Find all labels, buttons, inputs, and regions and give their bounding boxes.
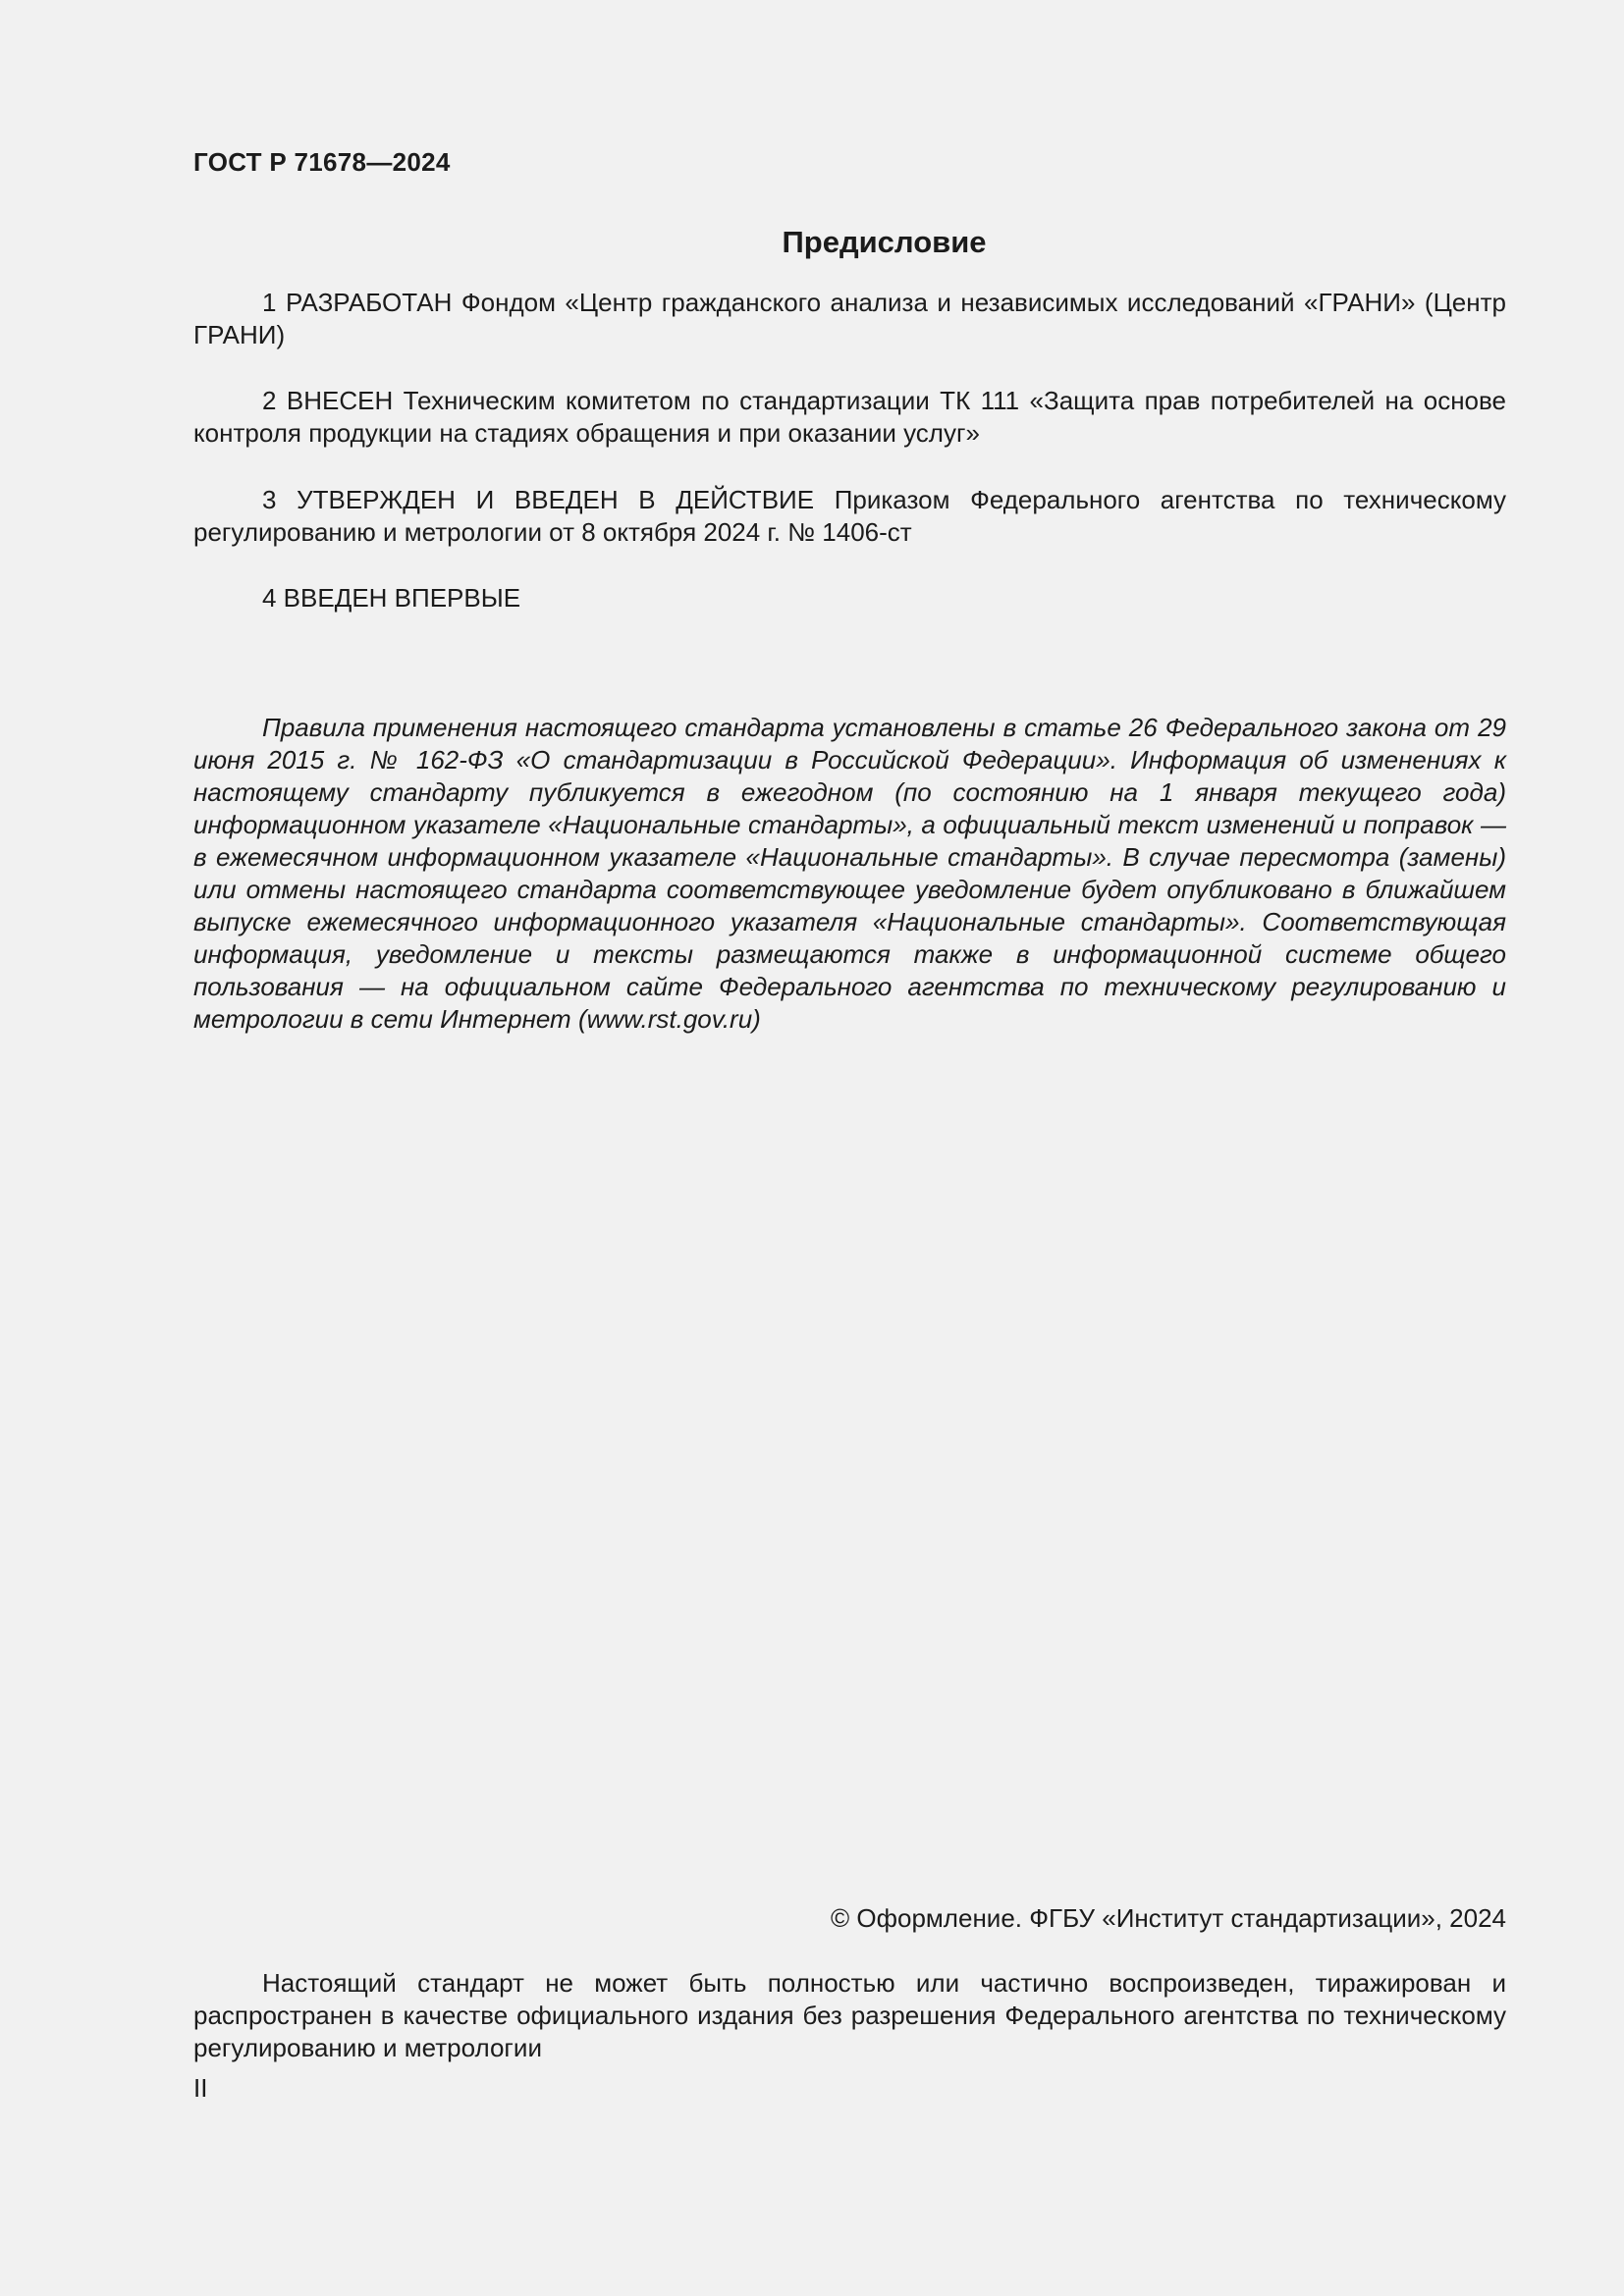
application-rules-paragraph: Правила применения настоящего стандарта установлены в статье 26 Федерального закона от 29 июня 2015 г. № 162-ФЗ «О стандартизации в Российской Федерации». Информация об изменениях к настоящему стандарту публикуется в ежегодном (по состоянию на 1 января текущего года) информационном указателе «Национальные стандарты», а официальный текст изменений и поправок — в ежемесячном информационном указателе «Национальные стандарты». В случае пересмотра (замены) или отмены настоящего стандарта соответствующее уведомление будет опубликовано в ближайшем выпуске ежемесячного информационного указателя «Национальные стандарты». Соответствующая информация, уведомление и тексты размещаются также в информационной системе общего пользования — на официальном сайте Федерального агентства по техническому регулированию и метрологии в сети Интернет (www.rst.gov.ru)	[193, 713, 1506, 1034]
foreword-item-introduced: 4 ВВЕДЕН ВПЕРВЫЕ	[262, 583, 521, 613]
foreword-item-developed: 1 РАЗРАБОТАН Фондом «Центр гражданского анализа и независимых исследований «ГРАНИ» (Центр ГРАНИ)	[193, 288, 1506, 349]
foreword-title: Предисловие	[782, 225, 987, 259]
foreword-item-approved: 3 УТВЕРЖДЕН И ВВЕДЕН В ДЕЙСТВИЕ Приказом Федерального агентства по техническому регулированию и метрологии от 8 октября 2024 г. № 1406-ст	[193, 485, 1506, 547]
document-code: ГОСТ Р 71678—2024	[193, 147, 451, 177]
copyright-line: © Оформление. ФГБУ «Институт стандартизации», 2024	[831, 1903, 1506, 1933]
document-page	[193, 0, 1506, 2296]
reproduction-notice: Настоящий стандарт не может быть полностью или частично воспроизведен, тиражирован и распространен в качестве официального издания без разрешения Федерального агентства по техническому регулированию и метрологии	[193, 1968, 1506, 2062]
page-number: II	[193, 2073, 208, 2103]
foreword-item-submitted: 2 ВНЕСЕН Техническим комитетом по стандартизации ТК 111 «Защита прав потребителей на основе контроля продукции на стадиях обращения и при оказании услуг»	[193, 386, 1506, 448]
